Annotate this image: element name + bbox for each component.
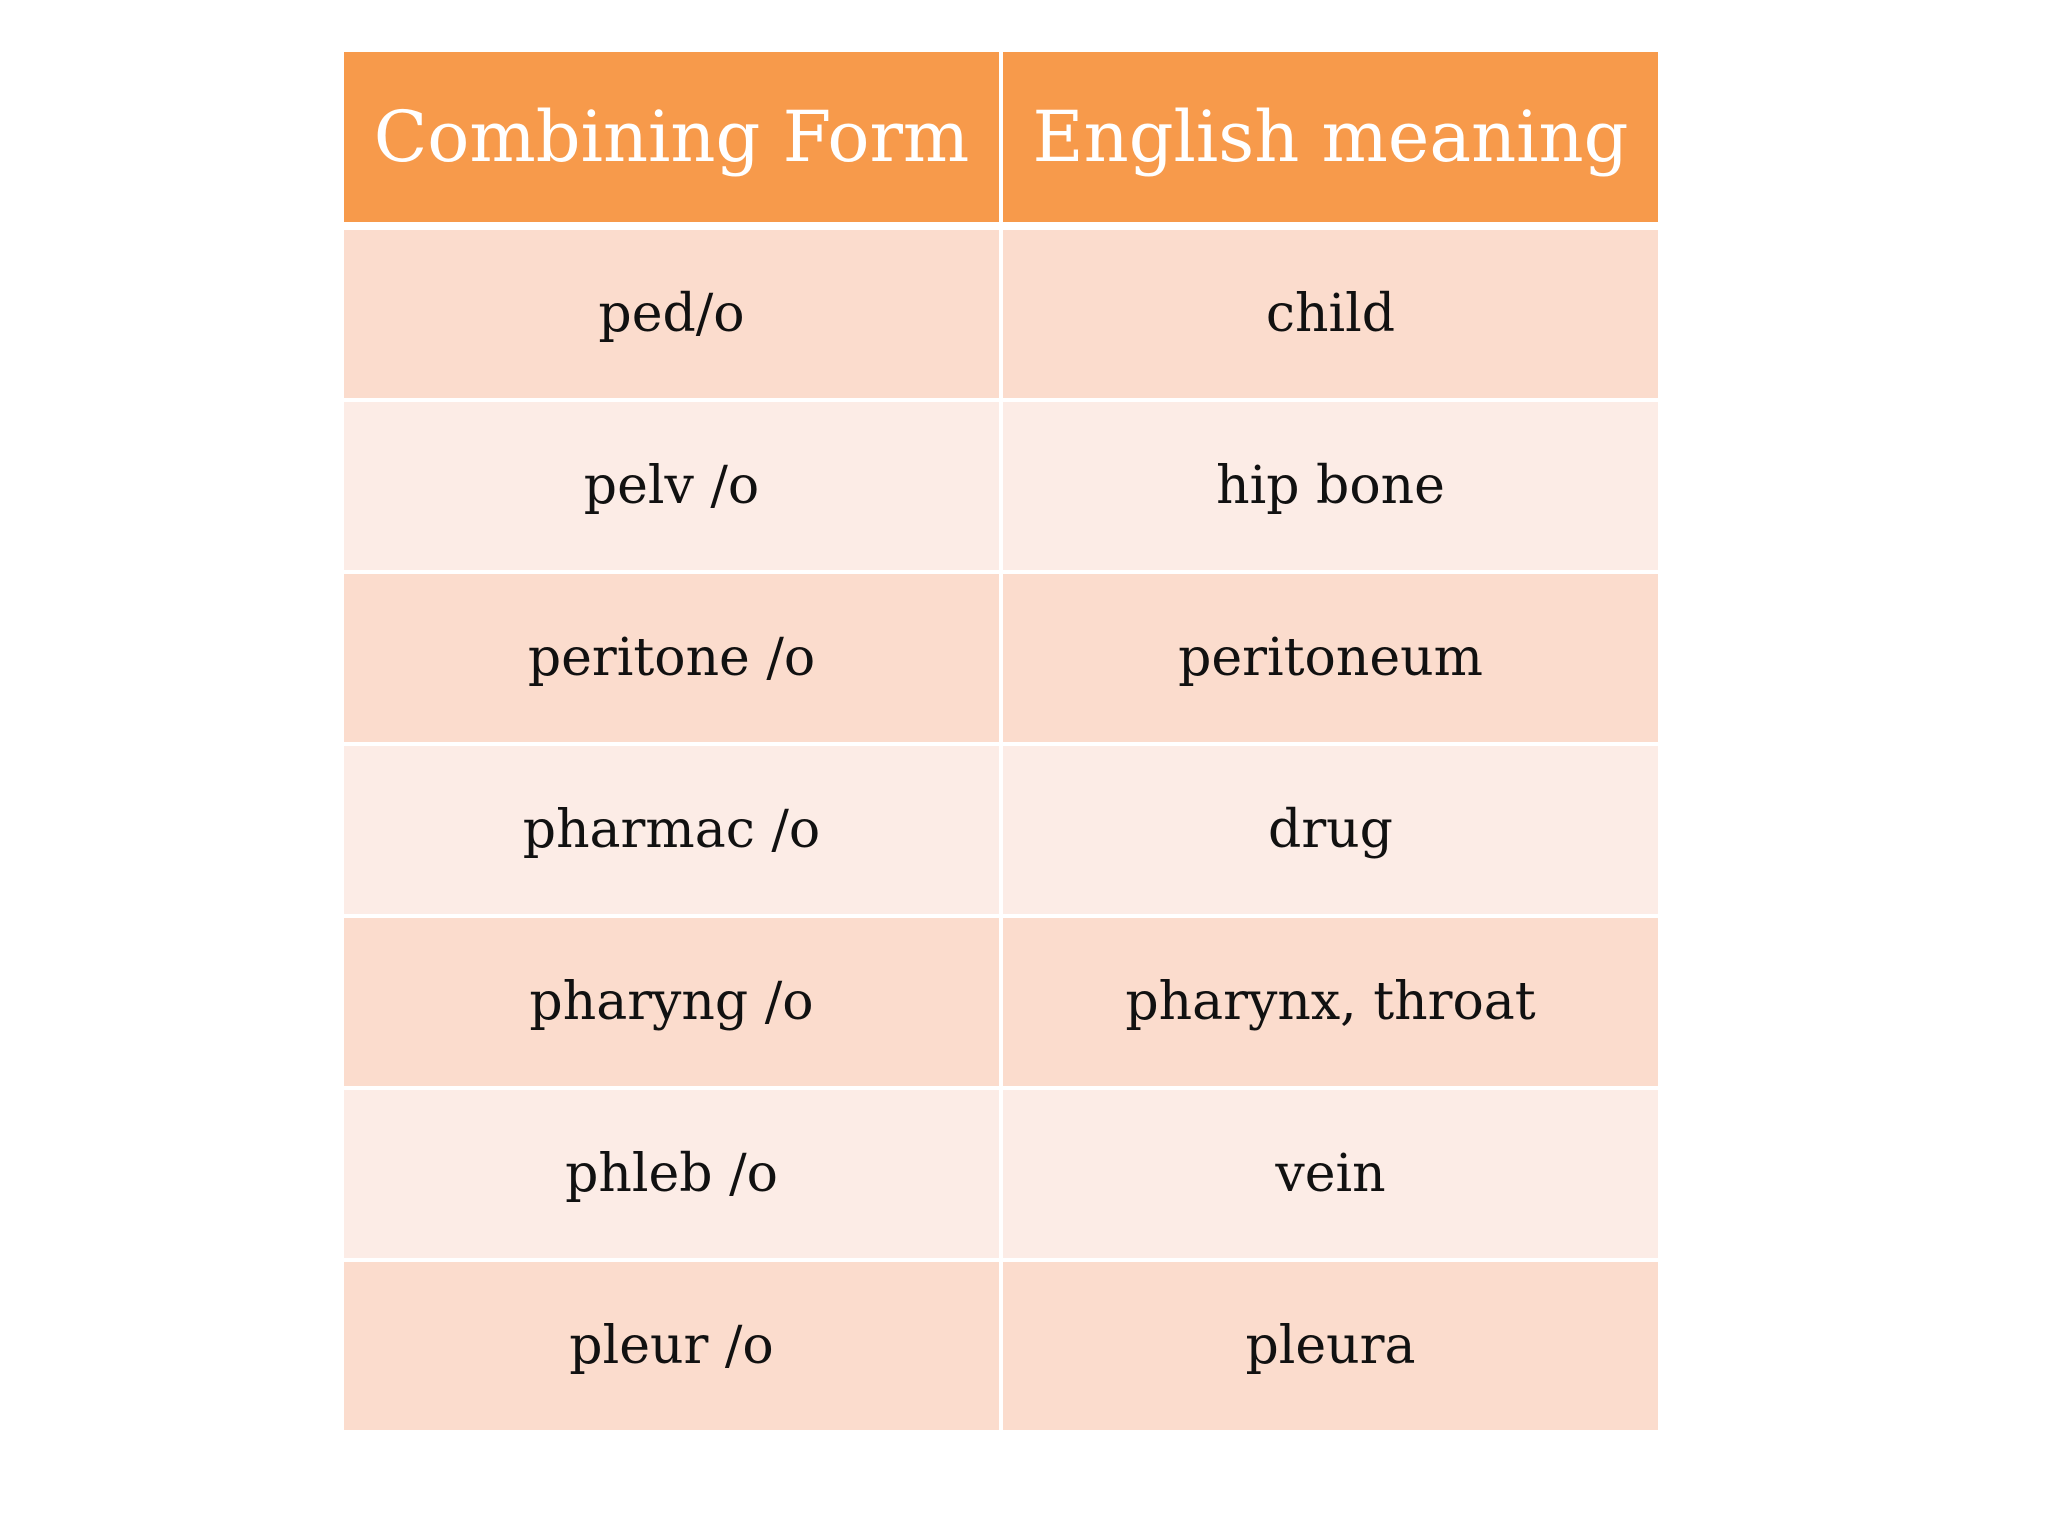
combining-form-cell: pharmac /o — [342, 744, 1001, 916]
english-meaning-cell: drug — [1001, 744, 1660, 916]
table-header — [342, 50, 1660, 226]
table-row — [342, 744, 1660, 916]
header-row — [342, 50, 1660, 226]
header-combining-form: Combining Form — [342, 50, 1001, 226]
header-english-meaning: English meaning — [1001, 50, 1660, 226]
combining-form-cell: phleb /o — [342, 1088, 1001, 1260]
english-meaning-cell: child — [1001, 226, 1660, 400]
table-row — [342, 226, 1660, 400]
combining-forms-table — [340, 48, 1662, 1434]
table-row — [342, 400, 1660, 572]
table-row — [342, 1088, 1660, 1260]
english-meaning-cell: pleura — [1001, 1260, 1660, 1432]
table-body — [342, 226, 1660, 1432]
combining-form-cell: peritone /o — [342, 572, 1001, 744]
english-meaning-cell: peritoneum — [1001, 572, 1660, 744]
combining-form-cell: ped/o — [342, 226, 1001, 400]
table-row — [342, 572, 1660, 744]
table-row — [342, 1260, 1660, 1432]
english-meaning-cell: pharynx, throat — [1001, 916, 1660, 1088]
combining-form-cell: pelv /o — [342, 400, 1001, 572]
combining-form-cell: pharyng /o — [342, 916, 1001, 1088]
table-row — [342, 916, 1660, 1088]
english-meaning-cell: hip bone — [1001, 400, 1660, 572]
english-meaning-cell: vein — [1001, 1088, 1660, 1260]
combining-form-cell: pleur /o — [342, 1260, 1001, 1432]
